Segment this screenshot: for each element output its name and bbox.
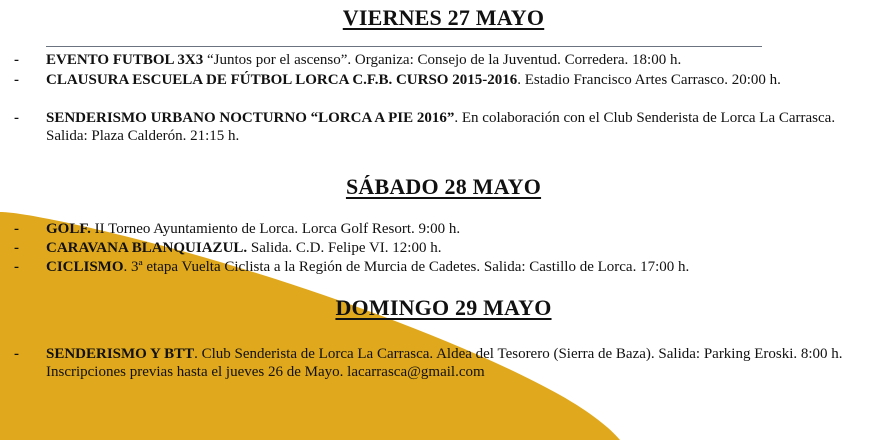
event-details: . 3ª etapa Vuelta Ciclista a la Región de Murcia de Cadetes. Salida: Castillo de Lorca. 17:00 h. xyxy=(123,259,690,275)
bullet-dash: - xyxy=(14,72,19,88)
event-title: CLAUSURA ESCUELA DE FÚTBOL LORCA C.F.B. CURSO 2015-2016 xyxy=(46,72,518,88)
event-title: CARAVANA BLANQUIAZUL. xyxy=(46,240,248,256)
event-title: CICLISMO xyxy=(46,259,124,275)
bullet-dash: - xyxy=(14,110,19,126)
bullet-dash: - xyxy=(14,240,19,256)
bullet-dash: - xyxy=(14,346,19,362)
event-title: GOLF. xyxy=(46,221,91,237)
bullet-dash: - xyxy=(14,259,19,275)
event-details: “Juntos por el ascenso”. Organiza: Consejo de la Juventud. Corredera. 18:00 h. xyxy=(203,52,682,68)
bullet-dash: - xyxy=(14,52,19,68)
event-details: . En colaboración con el Club Senderista de Lorca La Carrasca. Salida: Plaza Calderón. 21:15 h. xyxy=(46,110,836,144)
day-heading-saturday: SÁBADO 28 MAYO xyxy=(345,174,542,199)
section-divider xyxy=(46,46,762,47)
day-heading-sunday: DOMINGO 29 MAYO xyxy=(335,295,552,320)
event-details: . Estadio Francisco Artes Carrasco. 20:00 h. xyxy=(517,72,781,88)
bullet-dash: - xyxy=(14,221,19,237)
event-details: . Club Senderista de Lorca La Carrasca. Aldea del Tesorero (Sierra de Baza). Salida: Parking Eroski. 8:00 h. Inscripciones previas hasta el jueves 26 de Mayo. lacarrasca@gmail.com xyxy=(46,346,843,380)
event-details: Salida. C.D. Felipe VI. 12:00 h. xyxy=(247,240,442,256)
event-title: EVENTO FUTBOL 3X3 xyxy=(46,52,204,68)
event-title: SENDERISMO URBANO NOCTURNO “LORCA A PIE 2016” xyxy=(46,110,455,126)
day-heading-friday: VIERNES 27 MAYO xyxy=(342,5,545,30)
event-title: SENDERISMO Y BTT xyxy=(46,346,195,362)
event-details: II Torneo Ayuntamiento de Lorca. Lorca Golf Resort. 9:00 h. xyxy=(90,221,461,237)
